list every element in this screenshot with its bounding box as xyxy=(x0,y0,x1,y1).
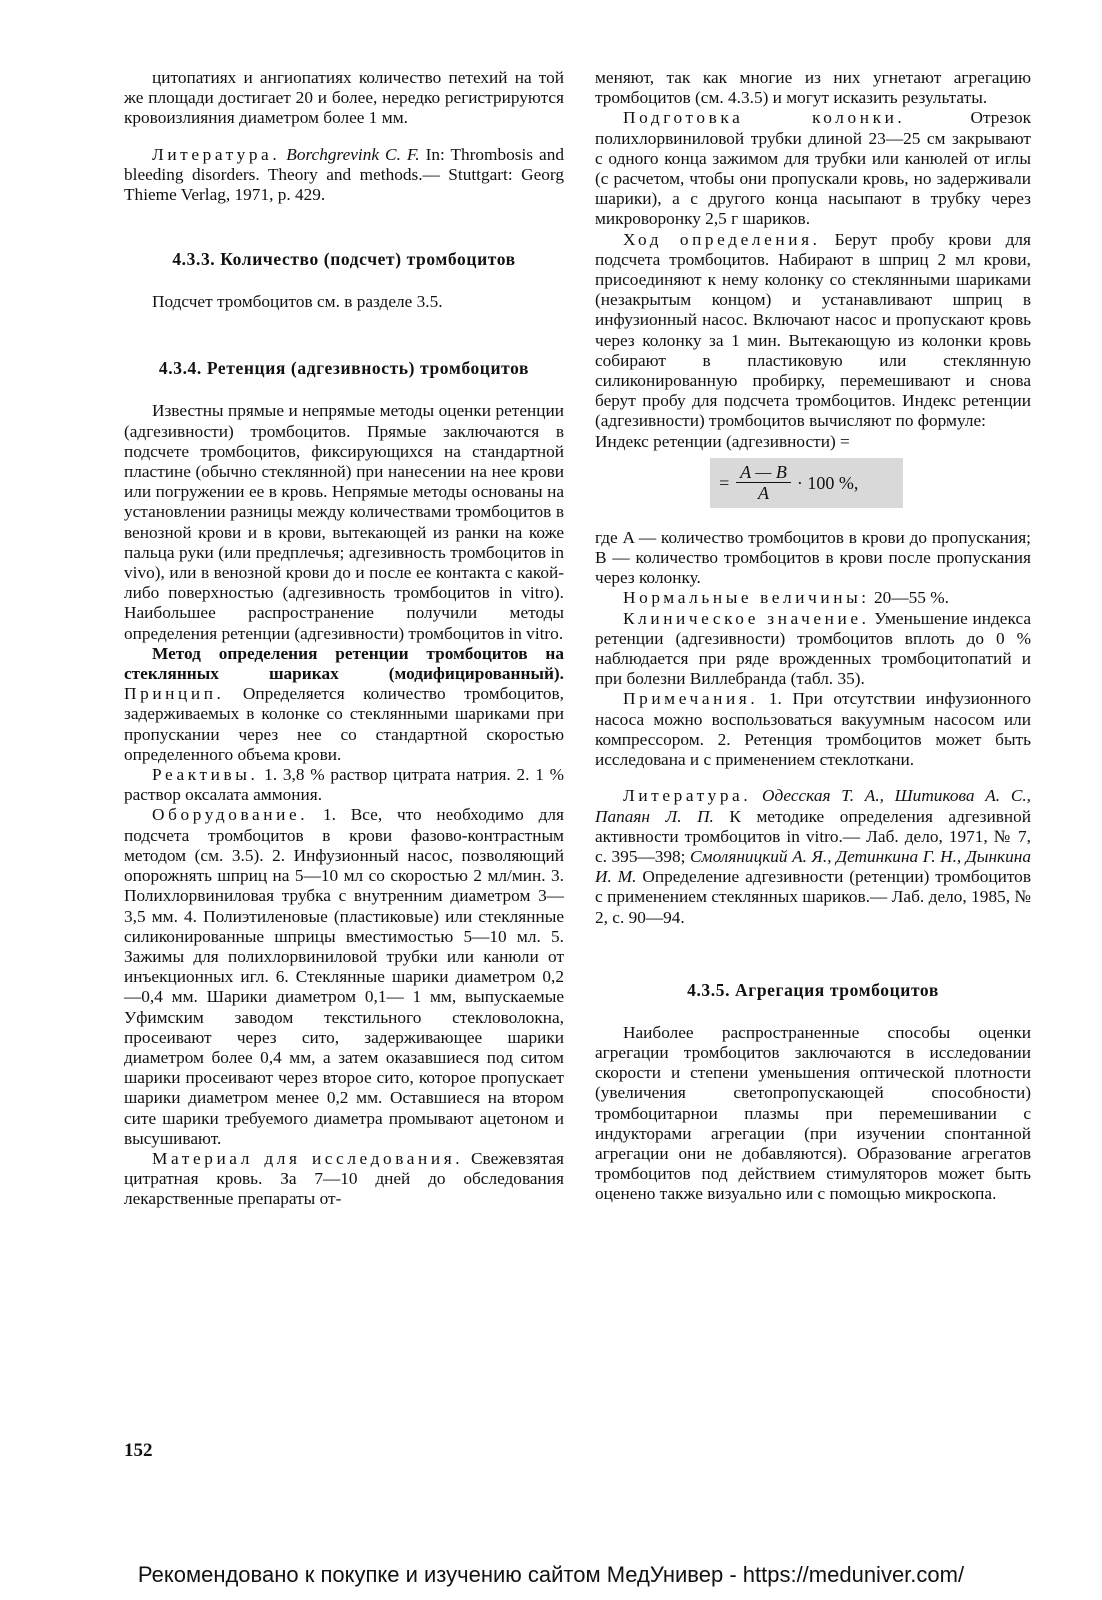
paragraph-methods: Известны прямые и непрямые методы оценки ретенции (адгезивности) тромбоцитов. Прямые заключаются в подсчете тромбоцитов, фиксирующихся на стандартной пластине (обычно стеклянной) при нанесении на нее крови или погружении ее в кровь. Непрямые методы основаны на установлении разницы между количествами тромбоцитов в венозной крови и в крови, вытекающей из ранки на коже пальца руки (или предплечья; адгезивность тромбоцитов in vivo), или в венозной крови до и после ее контакта с какой-либо поверхностью (адгезивность тромбоцитов in vitro). Наибольшее распространение получили методы определения ретенции (адгезивности) тромбоцитов in vitro. xyxy=(124,401,564,643)
literature-1 xyxy=(124,145,564,206)
literature-text-1: К методике определения адгезивной активности тромбоцитов in vitro.— Лаб. дело, 1971, № 7, с. 395—398; xyxy=(595,806,1031,866)
course-label: Ход определения. xyxy=(623,229,821,249)
method-title: Метод определения ретенции тромбоцитов на стеклянных шариках (модифицированный). xyxy=(124,643,564,684)
heading-4-3-3: 4.3.3. Количество (подсчет) тромбоцитов xyxy=(172,249,516,270)
formula-denominator: A xyxy=(757,483,769,504)
prep-paragraph xyxy=(595,108,1031,229)
paragraph-4-3-3: Подсчет тромбоцитов см. в разделе 3.5. xyxy=(152,292,443,312)
formula-label: Индекс ретенции (адгезивности) = xyxy=(595,431,850,451)
equipment-text: 1. Все, что необходимо для подсчета тромбоцитов в крови фазово-контрастным методом (см. 3.5). 2. Инфузионный насос, позволяющий опорожнять шприц на 5—10 мл со скоростью 2 мл/мин. 3. Полихлорвиниловая трубка с внутренним диаметром 3—3,5 мм. 4. Полиэтиленовые (пластиковые) или стеклянные силиконированные шприцы вместимостью 5—10 мл. 5. Зажимы для полихлорвиниловой трубки или канюли от инъекционных игл. 6. Стеклянные шарики диаметром 0,2—0,4 мм. Шарики диаметром 0,1— 1 мм, выпускаемые Уфимским заводом текстильного стекловолокна, просеивают через сито, задерживающее шарики диаметром более 0,4 мм, а затем оказавшиеся под ситом шарики просеивают через второе сито, которое пропускает шарики диаметром менее 0,2 мм. Оставшиеся на втором сите шарики требуемого диаметра промывают ацетоном и высушивают. xyxy=(124,805,564,1148)
clinical-text: Уменьшение индекса ретенции (адгезивности) тромбоцитов вплоть до 0 % наблюдается при ряде врожденных тромбоцитопатий и при болезни Виллебранда (табл. 35). xyxy=(595,608,1031,689)
literature-label-2: Литература. xyxy=(623,786,752,806)
literature-label: Литература. xyxy=(152,144,281,164)
where-paragraph: где A — количество тромбоцитов в крови до пропускания; B — количество тромбоцитов в крови после пропускания через колонку. xyxy=(595,527,1031,588)
literature-text-2: Определение адгезивности (ретенции) тромбоцитов с применением стеклянных шариков.— Лаб. дело, 1985, № 2, с. 90—94. xyxy=(595,867,1031,927)
literature-text: In: Thrombosis and bleeding disorders. Theory and methods.— Stuttgart: Georg Thieme Verlag, 1971, p. 429. xyxy=(124,144,564,205)
normal-label: Нормальные величины: xyxy=(623,588,870,608)
reagents-paragraph xyxy=(124,765,564,805)
reagents-label: Реактивы. xyxy=(152,765,259,785)
clinical-label: Клиническое значение. xyxy=(623,608,870,628)
reagents-text: 1. 3,8 % раствор цитрата натрия. 2. 1 % раствор оксалата аммония. xyxy=(124,765,564,805)
principle-label: Принцип. xyxy=(124,684,225,704)
prep-text: Отрезок полихлорвиниловой трубки длиной 23—25 см закрывают с одного конца зажимом для трубки или канюлей от иглы (с расчетом, чтобы они пропускали кровь, но задерживали шарики), а с другого конца насыпают в трубку через микроворонку 2,5 г шариков. xyxy=(595,108,1031,229)
literature-author: Borchgrevink C. F. xyxy=(286,144,420,164)
formula-tail: · 100 %, xyxy=(796,472,859,493)
method-paragraph xyxy=(124,644,564,765)
prep-label: Подготовка колонки. xyxy=(623,108,906,128)
footer-banner: Рекомендовано к покупке и изучению сайтом МедУнивер - https://meduniver.com/ xyxy=(137,1562,965,1587)
left-column xyxy=(124,68,564,1210)
formula-equals: = xyxy=(718,472,731,493)
notes-paragraph xyxy=(595,689,1031,770)
right-column xyxy=(595,68,1031,1205)
course-paragraph xyxy=(595,230,1031,432)
literature-2 xyxy=(595,786,1031,927)
notes-label: Примечания. xyxy=(623,689,759,709)
course-text: Берут пробу крови для подсчета тромбоцитов. Набирают в шприц 2 мл крови, присоединяют к нему колонку со стеклянными шариками (незакрытым концом) и устанавливают шприц в инфузионный насос. Включают насос и пропускают кровь через колонку за 1 мин. Вытекающую из колонки кровь собирают в пластиковую или стеклянную силиконированную пробирку, перемешивают и снова берут пробу для подсчета тромбоцитов. Индекс ретенции (адгезивности) тромбоцитов вычисляют по формуле: xyxy=(595,229,1031,431)
notes-text: 1. При отсутствии инфузионного насоса можно воспользоваться вакуумным насосом или компрессором. 2. Ретенция тромбоцитов может быть исследована и с применением стеклоткани. xyxy=(595,689,1031,770)
formula-numerator: A — B xyxy=(736,462,791,483)
normal-value: 20—55 %. xyxy=(874,588,949,608)
normal-paragraph xyxy=(595,588,1031,608)
material-label: Материал для исследования. xyxy=(152,1148,464,1168)
equipment-label: Оборудование. xyxy=(152,805,309,825)
heading-4-3-4: 4.3.4. Ретенция (адгезивность) тромбоцитов xyxy=(158,358,530,379)
formula xyxy=(710,458,903,508)
paragraph-continuation: цитопатиях и ангиопатиях количество петехий на той же площади достигает 20 и более, нередко регистрируются кровоизлияния диаметром более 1 мм. xyxy=(124,68,564,128)
literature-authors-1: Одесская Т. А., Шитикова А. С., Папаян Л. П. xyxy=(595,786,1031,826)
literature-authors-2: Смоляницкий А. Я., Детинкина Г. Н., Дынкина И. М. xyxy=(595,846,1031,887)
principle-text: Определяется количество тромбоцитов, задерживаемых в колонке со стеклянными шариками при пропускании через нее со стандартной скоростью определенного объема крови. xyxy=(124,684,564,764)
formula-fraction xyxy=(736,462,791,503)
paragraph-4-3-5: Наиболее распространенные способы оценки агрегации тромбоцитов заключаются в исследовании скорости и степени уменьшения оптической плотности (увеличения светопропускающей способности) тромбоцитарнои плазмы при перемешивании с индукторами агрегации (при изучении спонтанной агрегации они не добавляются). Образование агрегатов тромбоцитов под действием стимуляторов может быть оценено также визуально или с помощью микроскопа. xyxy=(595,1022,1031,1204)
clinical-paragraph xyxy=(595,609,1031,690)
heading-4-3-5: 4.3.5. Агрегация тромбоцитов xyxy=(687,979,939,1000)
material-text: Свежевзятая цитратная кровь. За 7—10 дней до обследования лекарственные препараты от- xyxy=(124,1148,564,1209)
paragraph-continuation-right: меняют, так как многие из них угнетают агрегацию тромбоцитов (см. 4.3.5) и могут исказить результаты. xyxy=(595,68,1031,108)
page-number: 152 xyxy=(124,1440,153,1461)
material-paragraph xyxy=(124,1149,564,1210)
equipment-paragraph xyxy=(124,805,564,1148)
